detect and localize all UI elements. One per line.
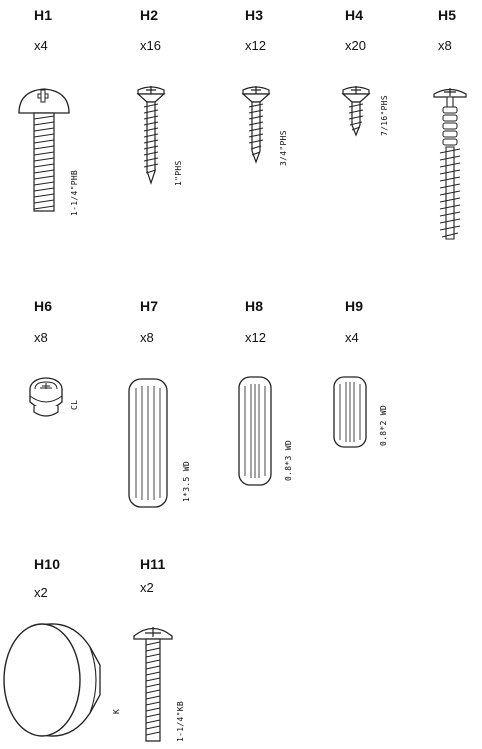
- wood-screw-icon: [341, 85, 371, 137]
- part-qty-h6: x8: [34, 330, 48, 345]
- part-code-h11: H11: [140, 556, 166, 572]
- part-code-h7: H7: [140, 298, 159, 314]
- part-size-h11: 1-1/4"KB: [176, 701, 185, 742]
- part-code-h6: H6: [34, 298, 53, 314]
- part-code-h3: H3: [245, 7, 264, 23]
- part-size-h2: 1"PHS: [174, 160, 183, 186]
- part-code-h8: H8: [245, 298, 264, 314]
- part-code-h4: H4: [345, 7, 364, 23]
- part-size-h7: 1*3.5 WD: [182, 461, 191, 502]
- pan-head-bolt-icon: [14, 85, 74, 215]
- part-qty-h2: x16: [140, 38, 161, 53]
- wood-screw-icon: [136, 85, 166, 185]
- part-size-h1: 1-1/4"PHB: [70, 169, 79, 216]
- part-size-h10: K: [112, 708, 121, 714]
- part-qty-h11: x2: [140, 580, 154, 595]
- part-size-h3: 3/4"PHS: [279, 130, 288, 166]
- part-code-h2: H2: [140, 7, 159, 23]
- part-qty-h5: x8: [438, 38, 452, 53]
- wood-dowel-icon: [333, 376, 367, 448]
- part-size-h4: 7/16"PHS: [380, 95, 389, 136]
- part-code-h1: H1: [34, 7, 53, 23]
- part-size-h9: 0.8*2 WD: [379, 405, 388, 446]
- connector-bolt-icon: [430, 85, 470, 245]
- wood-dowel-icon: [238, 376, 272, 486]
- cam-lock-icon: [26, 376, 66, 421]
- part-qty-h8: x12: [245, 330, 266, 345]
- part-qty-h3: x12: [245, 38, 266, 53]
- part-qty-h7: x8: [140, 330, 154, 345]
- part-qty-h10: x2: [34, 585, 48, 600]
- knob-bolt-icon: [131, 623, 175, 743]
- part-code-h10: H10: [34, 556, 61, 572]
- wood-dowel-icon: [128, 378, 168, 508]
- part-size-h8: 0.8*3 WD: [284, 440, 293, 481]
- knob-icon: [2, 617, 106, 743]
- part-qty-h4: x20: [345, 38, 366, 53]
- wood-screw-icon: [241, 85, 271, 165]
- part-code-h9: H9: [345, 298, 364, 314]
- part-code-h5: H5: [438, 7, 457, 23]
- part-qty-h9: x4: [345, 330, 359, 345]
- part-qty-h1: x4: [34, 38, 48, 53]
- part-size-h6: CL: [70, 399, 79, 410]
